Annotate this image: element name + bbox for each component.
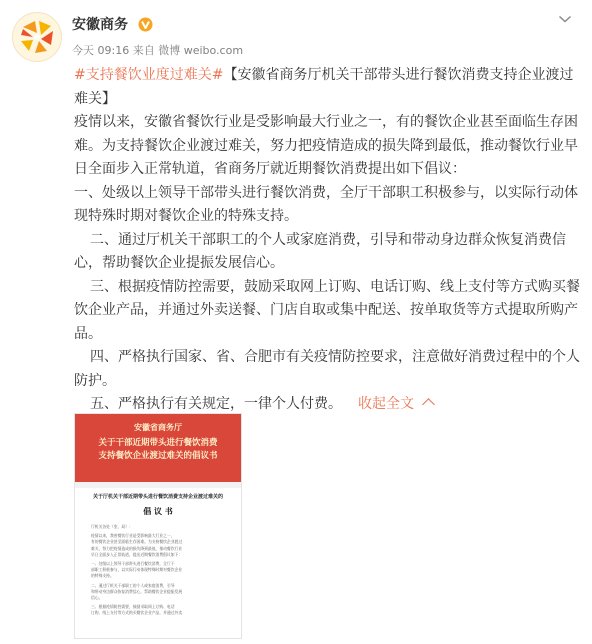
document-line: 疫情以来，我省餐饮行业是受影响最大行业之一， <box>91 533 175 539</box>
post-content <box>74 64 582 417</box>
post-item-1: 一、处级以上领导干部带头进行餐饮消费，全厅干部职工积极参与，以实际行动体现特殊时期对餐饮企业的特殊支持。 <box>74 184 578 224</box>
anhui-commerce-logo-icon <box>13 13 61 61</box>
post-time[interactable]: 今天 09:16 <box>72 44 130 57</box>
topic-link[interactable]: #支持餐饮业度过难关# <box>74 67 224 83</box>
banner-line-2: 支持餐饮企业渡过难关的倡议书 <box>98 451 218 461</box>
collapse-label: 收起全文 <box>358 396 414 412</box>
post-item-2 <box>74 229 582 276</box>
document-line: 信心。 <box>91 595 103 601</box>
document-body <box>75 488 241 638</box>
post-image-document[interactable] <box>74 413 242 639</box>
post-item-4-text: 四、严格执行国家、省、合肥市有关疫情防控要求，注意做好消费过程中的个人防护。 <box>74 349 580 389</box>
post-source[interactable]: 微博 <box>158 44 181 57</box>
post-item-3-text: 三、根据疫情防控需要，鼓励采取网上订购、电话订购、线上支付等方式购买餐饮企业产品，并通过外卖送餐、门店自取或集中配送、按单取货等方式提取所购产品。 <box>74 278 580 342</box>
document-line: 早日全面步入正常轨道，提出近期餐饮消费倡议如下： <box>91 551 183 557</box>
document-line: 三、根据疫情防控需要，鼓励采取网上订购、电话 <box>91 604 175 610</box>
document-line: 一、处级以上领导干部带头进行餐饮消费，全厅干 <box>91 561 175 567</box>
post-item-2-text: 二、通过厅机关干部职工的个人或家庭消费，引导和带动身边群众恢复消费信心，帮助餐饮企业提振发展信心。 <box>74 231 566 271</box>
banner-org: 安徽省商务厅 <box>134 422 182 432</box>
author-name[interactable]: 安徽商务 <box>72 17 128 33</box>
chevron-down-icon[interactable] <box>558 14 572 24</box>
document-line: 有的餐饮企业甚至面临生存困难。为支持餐饮企业渡过 <box>91 539 183 545</box>
post-item-4 <box>74 346 582 393</box>
document-line: 的特殊支持。 <box>91 573 114 579</box>
avatar[interactable] <box>12 12 62 62</box>
collapse-button[interactable] <box>358 396 433 412</box>
verified-v-badge-icon <box>138 17 153 32</box>
source-prefix: 来自 <box>132 44 155 57</box>
document-line: 订购、线上支付等方式购买餐饮企业产品，并通过外卖 <box>91 610 183 616</box>
document-subheading: 倡 议 书 <box>143 506 173 516</box>
document-banner <box>75 414 241 482</box>
document-line: 难关，努力把疫情造成的损失降到最低，推动餐饮行业 <box>91 545 183 551</box>
post-item-5-text: 五、严格执行有关规定，一律个人付费。 <box>90 396 342 412</box>
post-intro: 疫情以来，安徽省餐饮行业是受影响最大行业之一，有的餐饮企业甚至面临生存困难。为支持餐饮企业渡过难关，努力把疫情造成的损失降到最低，推动餐饮行业早日全面步入正常轨道，省商务厅就近期餐饮消费提出如下倡议： <box>74 114 578 177</box>
document-line: 和带动身边群众恢复消费信心，帮助餐饮企业提振发展 <box>91 588 183 594</box>
chevron-up-icon <box>422 398 435 411</box>
post-headline: 【安徽省商务厅机关干部带头进行餐饮消费支持企业渡过难关】 <box>74 67 574 107</box>
document-line: 部职工积极参与，以实际行动体现特殊时期对餐饮企业 <box>91 567 183 573</box>
post-item-3 <box>74 276 582 347</box>
post-meta <box>72 44 243 58</box>
document-heading: 关于厅机关干部近期带头进行餐饮消费支持企业渡过难关的 <box>92 494 223 500</box>
banner-line-1: 关于干部近期带头进行餐饮消费 <box>98 438 218 448</box>
post-source-site[interactable]: weibo.com <box>183 44 244 57</box>
document-line: 二、通过厅机关干部职工的个人或家庭消费，引导 <box>91 582 175 588</box>
document-line: 厅机关各处（室、局）： <box>91 524 133 529</box>
post-headline-paragraph <box>74 64 582 111</box>
